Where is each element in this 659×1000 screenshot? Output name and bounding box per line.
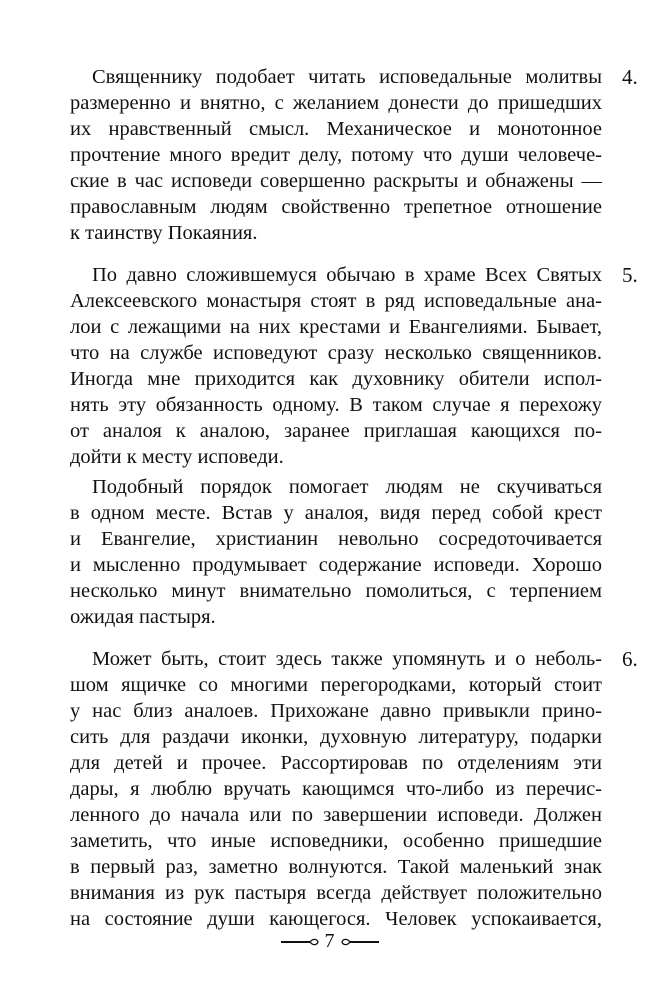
text-line: Может быть, стоит здесь также упомянуть и о неболь- xyxy=(92,648,602,670)
text-line: их нравственный смысл. Механическое и монотонное xyxy=(70,118,602,140)
ornament-right-icon xyxy=(340,937,380,947)
text-line: ленного до начала или по завершении исповеди. Должен xyxy=(70,804,602,826)
text-line: шом ящичке со многими перегородками, который стоит xyxy=(70,674,602,696)
text-line: дары, я люблю вручать кающимся что-либо из перечис- xyxy=(70,778,602,800)
text-line: несколько минут внимательно помолиться, с терпением xyxy=(70,580,602,602)
text-line: Священнику подобает читать исповедальные молитвы xyxy=(92,66,602,88)
text-line: нять эту обязанность одному. В таком случае я перехожу xyxy=(70,394,602,416)
page-footer xyxy=(0,928,659,954)
text-line: что на службе исповедуют сразу несколько священников. xyxy=(70,342,602,364)
text-line: к таинству Покаяния. xyxy=(70,222,258,244)
text-line: для детей и прочее. Рассортировав по отделениям эти xyxy=(70,752,602,774)
section-number: 6. xyxy=(622,647,638,671)
text-line: сить для раздачи иконки, духовную литературу, подарки xyxy=(70,726,602,748)
text-line: в первый раз, заметно волнуются. Такой маленький знак xyxy=(70,856,602,878)
text-line: заметить, что иные исповедники, особенно пришедшие xyxy=(70,830,602,852)
ornament-left-icon xyxy=(280,937,320,947)
text-line: у нас близ аналоев. Прихожане давно привыкли прино- xyxy=(70,700,602,722)
text-line: внимания из рук пастыря всегда действует положительно xyxy=(70,882,602,904)
text-line: Подобный порядок помогает людям не скучиваться xyxy=(92,476,602,498)
section-number: 4. xyxy=(622,65,638,89)
text-line: в одном месте. Встав у аналоя, видя перед собой крест xyxy=(70,502,602,524)
text-line: и мысленно продумывает содержание исповеди. Хорошо xyxy=(70,554,602,576)
text-line: Иногда мне приходится как духовнику обители испол- xyxy=(70,368,602,390)
text-line: Алексеевского монастыря стоят в ряд исповедальные ана- xyxy=(70,290,602,312)
text-line: и Евангелие, христианин невольно сосредоточивается xyxy=(70,528,602,550)
text-line: ские в час исповеди совершенно раскрыты и обнажены — xyxy=(70,170,602,192)
text-line: православным людям свойственно трепетное отношение xyxy=(70,196,602,218)
text-line: размеренно и внятно, с желанием донести до пришедших xyxy=(70,92,602,114)
text-line: ожидая пастыря. xyxy=(70,606,216,628)
text-line: По давно сложившемуся обычаю в храме Всех Святых xyxy=(92,264,602,286)
text-line: от аналоя к аналою, заранее приглашая кающихся по- xyxy=(70,420,602,442)
text-line: на состояние души кающегося. Человек успокаивается, xyxy=(70,908,602,930)
text-line: дойти к месту исповеди. xyxy=(70,446,284,468)
text-line: лои с лежащими на них крестами и Евангелиями. Бывает, xyxy=(70,316,602,338)
section-number: 5. xyxy=(622,263,638,287)
page-number: 7 xyxy=(324,930,335,952)
text-line: прочтение много вредит делу, потому что души человече- xyxy=(70,144,602,166)
